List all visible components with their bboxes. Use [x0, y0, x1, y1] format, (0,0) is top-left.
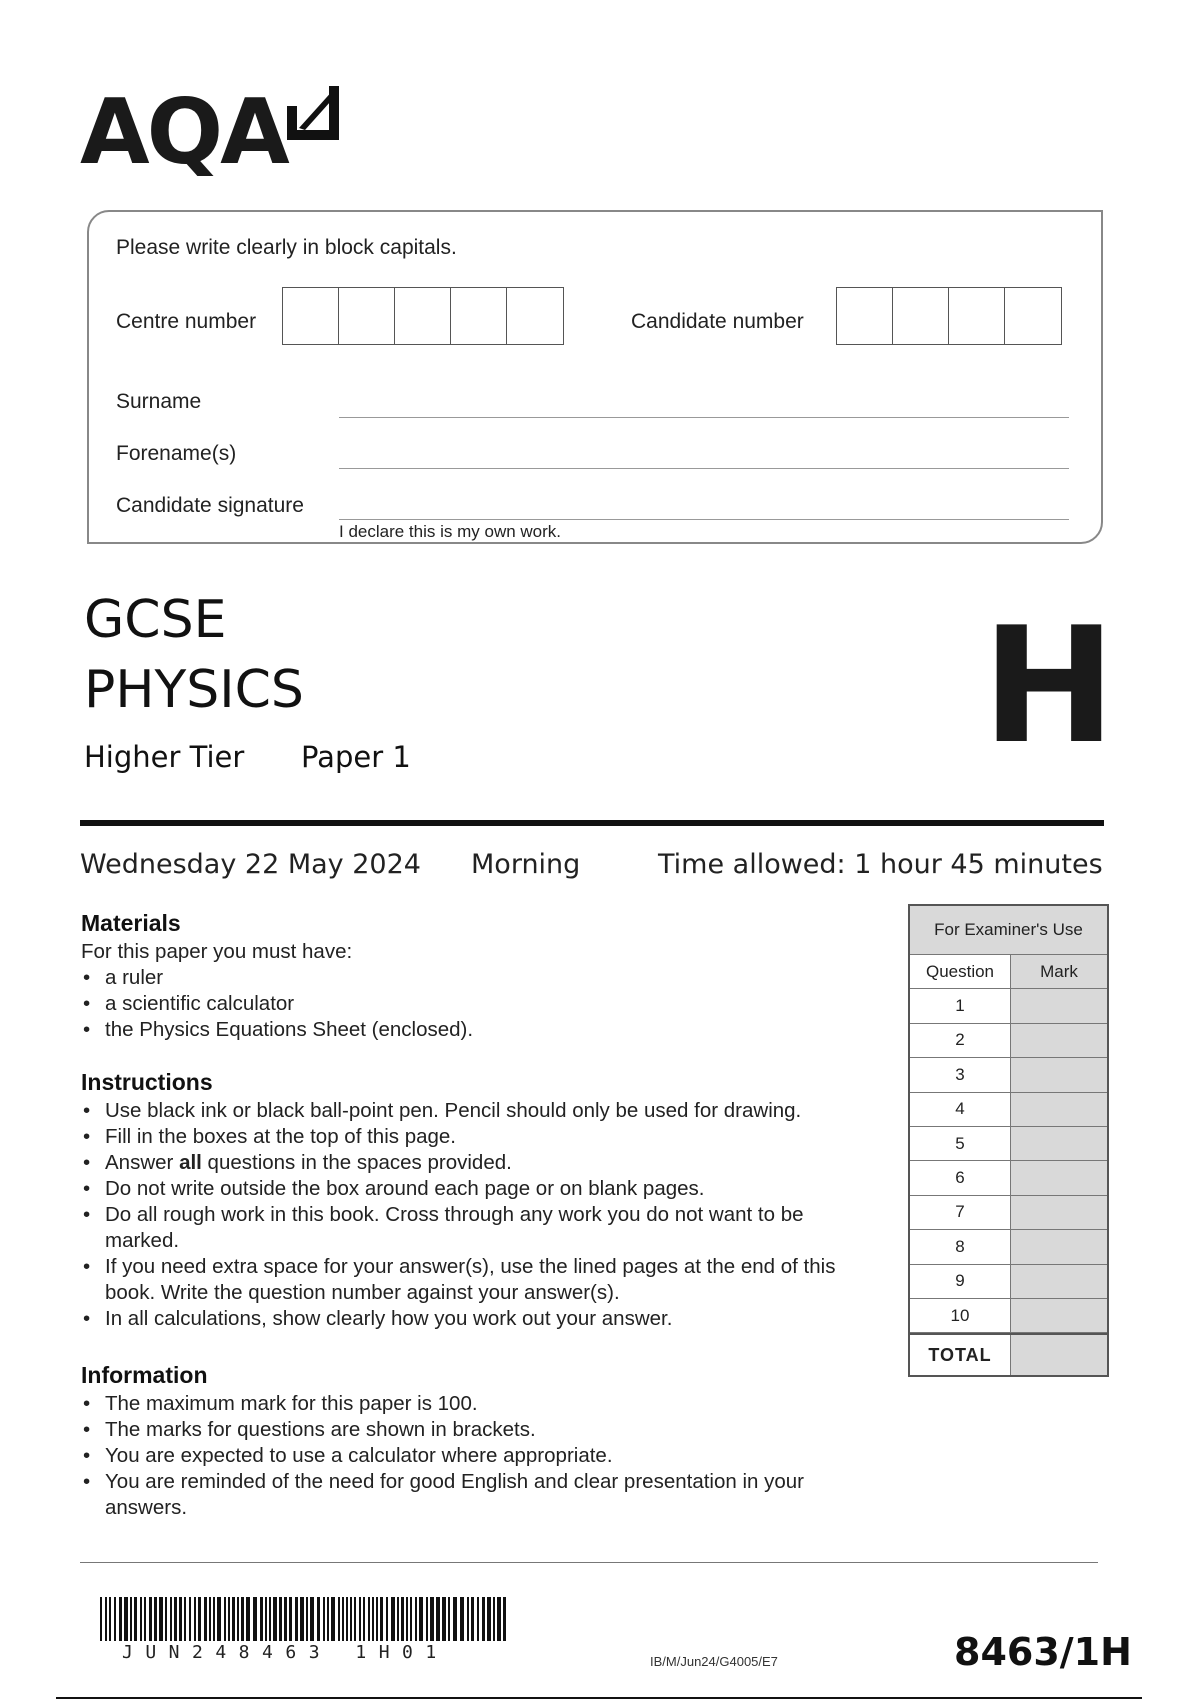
- page-bottom-rule: [56, 1697, 1142, 1699]
- surname-field[interactable]: [339, 417, 1069, 418]
- question-number: 6: [910, 1161, 1011, 1194]
- reference-code: IB/M/Jun24/G4005/E7: [650, 1654, 778, 1669]
- table-row: [910, 1058, 1107, 1092]
- forename-field[interactable]: [339, 468, 1069, 469]
- mark-cell: [1011, 1127, 1107, 1160]
- aqa-tick-icon: [285, 84, 341, 142]
- tier-label: Higher Tier: [84, 740, 245, 774]
- exam-session: Morning: [471, 849, 581, 880]
- candidate-details-box: [87, 210, 1103, 544]
- question-header: Question: [910, 955, 1011, 988]
- table-row: [910, 1127, 1107, 1161]
- total-mark-cell: [1011, 1335, 1107, 1375]
- list-item: • In all calculations, show clearly how you work out your answer.: [81, 1306, 881, 1332]
- mark-header: Mark: [1011, 955, 1107, 988]
- information-heading: Information: [81, 1362, 208, 1388]
- declaration-text: I declare this is my own work.: [339, 522, 562, 541]
- instructions-section: [81, 1069, 881, 1332]
- list-item: • a ruler: [81, 965, 881, 991]
- list-item: • The marks for questions are shown in brackets.: [81, 1417, 881, 1443]
- materials-heading: Materials: [81, 910, 181, 936]
- title-divider: [80, 820, 1104, 826]
- logo-text: AQA: [80, 80, 287, 185]
- question-number: 3: [910, 1058, 1011, 1091]
- barcode-text: JUN248463 1H01: [122, 1642, 449, 1663]
- candidate-number-boxes[interactable]: [836, 287, 1062, 345]
- aqa-logo: [80, 80, 287, 185]
- centre-number-label: Centre number: [116, 310, 257, 333]
- information-list: [81, 1391, 881, 1521]
- centre-number-boxes[interactable]: [282, 287, 564, 345]
- list-item: • If you need extra space for your answer(s), use the lined pages at the end of this book. Write the question number against your answer(s).: [81, 1254, 875, 1306]
- materials-section: [81, 910, 881, 1043]
- mark-cell: [1011, 1196, 1107, 1229]
- signature-field[interactable]: [339, 519, 1069, 520]
- list-item: • Do not write outside the box around each page or on blank pages.: [81, 1176, 881, 1202]
- block-capitals-instruction: Please write clearly in block capitals.: [116, 236, 457, 259]
- question-number: 9: [910, 1265, 1011, 1298]
- question-number: 2: [910, 1024, 1011, 1057]
- footer-divider: [80, 1562, 1098, 1563]
- information-section: [81, 1362, 881, 1521]
- mark-cell: [1011, 1093, 1107, 1126]
- table-row: [910, 1265, 1107, 1299]
- paper-label: Paper 1: [301, 740, 411, 774]
- candidate-number-box[interactable]: [1005, 288, 1061, 344]
- centre-number-box[interactable]: [451, 288, 507, 344]
- question-number: 5: [910, 1127, 1011, 1160]
- centre-number-box[interactable]: [339, 288, 395, 344]
- materials-list: [81, 965, 881, 1043]
- total-row: [910, 1333, 1107, 1375]
- table-row: [910, 1299, 1107, 1333]
- centre-number-box[interactable]: [283, 288, 339, 344]
- instructions-list: [81, 1098, 881, 1332]
- centre-number-box[interactable]: [507, 288, 563, 344]
- question-number: 4: [910, 1093, 1011, 1126]
- centre-number-box[interactable]: [395, 288, 451, 344]
- list-item: • You are expected to use a calculator where appropriate.: [81, 1443, 881, 1469]
- tier-letter: H: [982, 592, 1116, 779]
- materials-intro: For this paper you must have:: [81, 940, 353, 963]
- mark-cell: [1011, 1161, 1107, 1194]
- mark-cell: [1011, 1265, 1107, 1298]
- table-header-row: [910, 955, 1107, 989]
- table-row: [910, 1161, 1107, 1195]
- list-item: • Use black ink or black ball-point pen. Pencil should only be used for drawing.: [81, 1098, 881, 1124]
- question-number: 1: [910, 989, 1011, 1022]
- examiner-table-title: For Examiner's Use: [910, 906, 1107, 955]
- table-row: [910, 989, 1107, 1023]
- candidate-number-box[interactable]: [837, 288, 893, 344]
- candidate-number-box[interactable]: [949, 288, 1005, 344]
- table-row: [910, 1196, 1107, 1230]
- list-item: • The maximum mark for this paper is 100.: [81, 1391, 881, 1417]
- surname-label: Surname: [116, 390, 202, 413]
- subject-title: PHYSICS: [84, 660, 304, 720]
- list-item: • the Physics Equations Sheet (enclosed).: [81, 1017, 881, 1043]
- question-number: 7: [910, 1196, 1011, 1229]
- signature-label: Candidate signature: [116, 494, 304, 517]
- list-item: • Answer all questions in the spaces provided.: [81, 1150, 881, 1176]
- question-number: 8: [910, 1230, 1011, 1263]
- paper-code: 8463/1H: [954, 1630, 1132, 1674]
- mark-cell: [1011, 1058, 1107, 1091]
- examiner-use-table: [908, 904, 1109, 1377]
- mark-cell: [1011, 989, 1107, 1022]
- list-item: • Do all rough work in this book. Cross through any work you do not want to be marked.: [81, 1202, 845, 1254]
- list-item: • a scientific calculator: [81, 991, 881, 1017]
- time-allowed: Time allowed: 1 hour 45 minutes: [658, 849, 1103, 880]
- mark-cell: [1011, 1230, 1107, 1263]
- candidate-number-box[interactable]: [893, 288, 949, 344]
- candidate-number-label: Candidate number: [631, 310, 804, 333]
- list-item: • You are reminded of the need for good English and clear presentation in your answers.: [81, 1469, 845, 1521]
- exam-date: Wednesday 22 May 2024: [80, 849, 421, 880]
- mark-cell: [1011, 1024, 1107, 1057]
- forename-label: Forename(s): [116, 442, 237, 465]
- instructions-heading: Instructions: [81, 1069, 213, 1095]
- table-row: [910, 1024, 1107, 1058]
- table-row: [910, 1230, 1107, 1264]
- table-row: [910, 1093, 1107, 1127]
- barcode-image: [100, 1597, 510, 1641]
- total-label: TOTAL: [910, 1335, 1011, 1375]
- mark-cell: [1011, 1299, 1107, 1332]
- list-item: • Fill in the boxes at the top of this page.: [81, 1124, 881, 1150]
- question-number: 10: [910, 1299, 1011, 1332]
- qualification-title: GCSE: [84, 590, 227, 650]
